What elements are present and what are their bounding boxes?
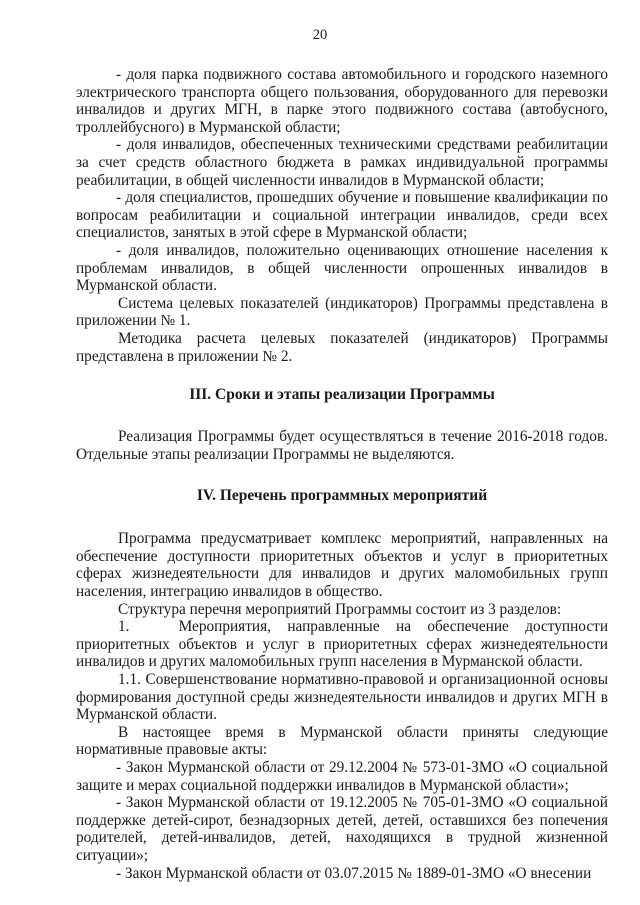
bullet-specialists-share: - доля специалистов, прошедших обучение и повышение квалификации по вопросам реабилитации и социальной интеграции инвалидов, среди всех специалистов, занятых в этой сфере в Мурманской области; xyxy=(76,189,608,242)
list-item-1: 1. Мероприятия, направленные на обеспечение доступности приоритетных объектов и услуг в приоритетных сферах жизнедеятельности инвалидов и других маломобильных групп населения в Мурманской области. xyxy=(76,618,612,671)
page-number: 20 xyxy=(312,27,328,43)
paragraph-implementation-period: Реализация Программы будет осуществляться в течение 2016-2018 годов. Отдельные этапы реализации Программы не выделяются. xyxy=(76,428,608,463)
document-body xyxy=(76,66,612,882)
section-4-heading: IV. Перечень программных мероприятий xyxy=(196,487,488,505)
bullet-attitude-share: - доля инвалидов, положительно оценивающих отношение населения к проблемам инвалидов, в общей численности опрошенных инвалидов в Мурманской области. xyxy=(76,241,608,295)
paragraph-program-intro: Программа предусматривает комплекс мероприятий, направленных на обеспечение доступности приоритетных объектов и услуг в приоритетных сферах жизнедеятельности для инвалидов и других маломобильных групп населения, интеграцию инвалидов в общество. xyxy=(76,530,608,601)
paragraph-legal-acts: В настоящее время в Мурманской области приняты следующие нормативные правовые акты: xyxy=(76,723,608,759)
law-item-1889: - Закон Мурманской области от 03.07.2015 № 1889-01-ЗМО «О внесении xyxy=(116,864,592,882)
law-item-573: - Закон Мурманской области от 29.12.2004 № 573-01-ЗМО «О социальной защите и мерах социальной поддержки инвалидов в Мурманской области»; xyxy=(76,759,608,794)
list-item-1-1: 1.1. Совершенствование нормативно-правовой и организационной основы формирования доступной среды жизнедеятельности инвалидов и других МГН в Мурманской области. xyxy=(76,671,608,724)
paragraph-indicators-system: Система целевых показателей (индикаторов) Программы представлена в приложении № 1. xyxy=(76,294,608,330)
paragraph-structure: Структура перечня мероприятий Программы состоит из 3 разделов: xyxy=(118,600,562,618)
section-3-heading: III. Сроки и этапы реализации Программы xyxy=(189,386,495,404)
law-item-705: - Закон Мурманской области от 19.12.2005 № 705-01-ЗМО «О социальной поддержке детей-сирот, безнадзорных детей, детей, оставшихся без попечения родителей, детей-инвалидов, детей, находящихся в трудной жизненной ситуации»; xyxy=(76,794,608,864)
paragraph-indicators-method: Методика расчета целевых показателей (индикаторов) Программы представлена в приложении № 2. xyxy=(76,329,608,365)
bullet-rehab-means-share: - доля инвалидов, обеспеченных техническими средствами реабилитации за счет средств областного бюджета в рамках индивидуальной программы реабилитации, в общей численности инвалидов в Мурманской области; xyxy=(76,136,608,189)
bullet-transport-share: - доля парка подвижного состава автомобильного и городского наземного электрического транспорта общего пользования, оборудованного для перевозки инвалидов и других МГН, в парке этого подвижного состава (автобусного, троллейбусного) в Мурманской области; xyxy=(76,66,608,136)
